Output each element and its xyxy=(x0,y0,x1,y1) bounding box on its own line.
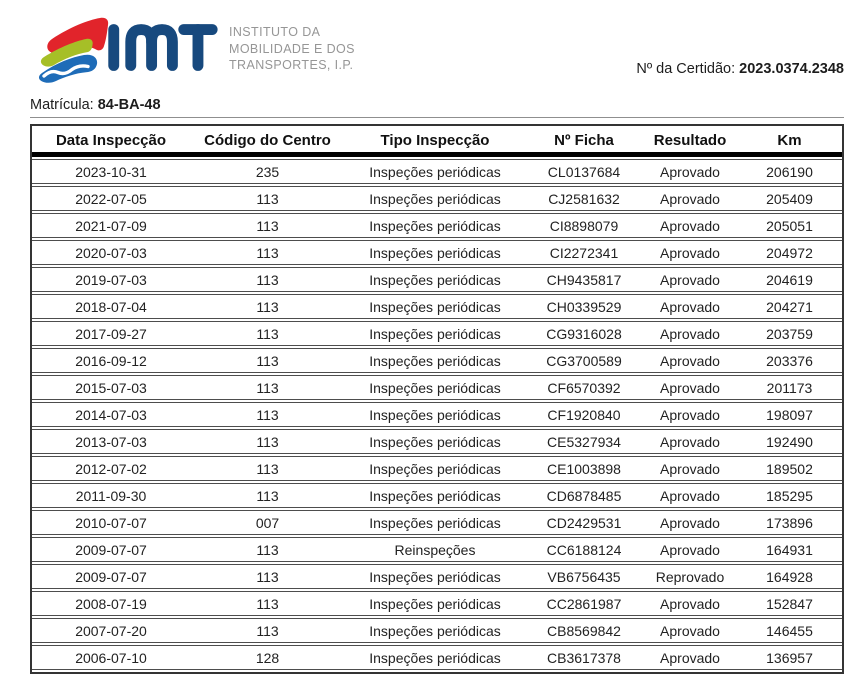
cell-ficha: CE1003898 xyxy=(525,456,643,481)
cell-ficha: CI8898079 xyxy=(525,213,643,238)
cell-codigo-centro: 113 xyxy=(190,213,345,238)
cell-ficha: CC2861987 xyxy=(525,591,643,616)
column-header-data: Data Inspecção xyxy=(32,128,190,157)
org-name-line: MOBILIDADE E DOS xyxy=(229,41,355,56)
cell-resultado: Aprovado xyxy=(643,537,737,562)
cell-codigo-centro: 128 xyxy=(190,645,345,670)
table-row xyxy=(32,483,842,508)
cell-resultado: Aprovado xyxy=(643,429,737,454)
cell-tipo: Reinspeções xyxy=(345,537,525,562)
cell-km: 204619 xyxy=(737,267,842,292)
cell-ficha: CB3617378 xyxy=(525,645,643,670)
cell-data: 2022-07-05 xyxy=(32,186,190,211)
cell-codigo-centro: 113 xyxy=(190,618,345,643)
cell-km: 203759 xyxy=(737,321,842,346)
table-row xyxy=(32,213,842,238)
org-name xyxy=(229,24,355,74)
cell-data: 2006-07-10 xyxy=(32,645,190,670)
cell-tipo: Inspeções periódicas xyxy=(345,321,525,346)
certificate-number xyxy=(636,61,844,77)
cell-codigo-centro: 113 xyxy=(190,429,345,454)
table-row xyxy=(32,429,842,454)
cell-resultado: Aprovado xyxy=(643,240,737,265)
table-row xyxy=(32,240,842,265)
cell-data: 2021-07-09 xyxy=(32,213,190,238)
table-row xyxy=(32,402,842,427)
cell-resultado: Aprovado xyxy=(643,159,737,184)
cell-ficha: CH0339529 xyxy=(525,294,643,319)
cell-ficha: CG3700589 xyxy=(525,348,643,373)
cell-data: 2009-07-07 xyxy=(32,564,190,589)
cell-tipo: Inspeções periódicas xyxy=(345,645,525,670)
cell-tipo: Inspeções periódicas xyxy=(345,213,525,238)
cell-km: 198097 xyxy=(737,402,842,427)
cell-codigo-centro: 113 xyxy=(190,375,345,400)
cell-ficha: CF1920840 xyxy=(525,402,643,427)
cell-data: 2012-07-02 xyxy=(32,456,190,481)
cell-km: 185295 xyxy=(737,483,842,508)
column-header-km: Km xyxy=(737,128,842,157)
cell-km: 164931 xyxy=(737,537,842,562)
cell-codigo-centro: 113 xyxy=(190,537,345,562)
table-row xyxy=(32,267,842,292)
column-header-resultado: Resultado xyxy=(643,128,737,157)
cell-resultado: Aprovado xyxy=(643,213,737,238)
cell-resultado: Aprovado xyxy=(643,186,737,211)
cell-tipo: Inspeções periódicas xyxy=(345,483,525,508)
org-name-line: TRANSPORTES, I.P. xyxy=(229,58,354,72)
cell-data: 2007-07-20 xyxy=(32,618,190,643)
cell-ficha: CJ2581632 xyxy=(525,186,643,211)
table-row xyxy=(32,510,842,535)
cell-resultado: Aprovado xyxy=(643,348,737,373)
plate-label: Matrícula: xyxy=(30,97,94,113)
cell-data: 2010-07-07 xyxy=(32,510,190,535)
cell-resultado: Aprovado xyxy=(643,618,737,643)
cell-tipo: Inspeções periódicas xyxy=(345,402,525,427)
table-row xyxy=(32,645,842,670)
cell-tipo: Inspeções periódicas xyxy=(345,186,525,211)
cell-tipo: Inspeções periódicas xyxy=(345,267,525,292)
table-row xyxy=(32,618,842,643)
cell-ficha: CC6188124 xyxy=(525,537,643,562)
cell-ficha: CL0137684 xyxy=(525,159,643,184)
cell-tipo: Inspeções periódicas xyxy=(345,564,525,589)
cell-ficha: CD6878485 xyxy=(525,483,643,508)
cell-resultado: Aprovado xyxy=(643,321,737,346)
cell-ficha: CB8569842 xyxy=(525,618,643,643)
cell-resultado: Aprovado xyxy=(643,483,737,508)
column-header-ficha: Nº Ficha xyxy=(525,128,643,157)
cell-data: 2019-07-03 xyxy=(32,267,190,292)
cell-codigo-centro: 113 xyxy=(190,186,345,211)
certificate-number-label: Nº da Certidão: xyxy=(636,61,736,77)
cell-resultado: Aprovado xyxy=(643,645,737,670)
cell-codigo-centro: 113 xyxy=(190,267,345,292)
cell-ficha: CH9435817 xyxy=(525,267,643,292)
cell-km: 146455 xyxy=(737,618,842,643)
cell-tipo: Inspeções periódicas xyxy=(345,348,525,373)
cell-ficha: CD2429531 xyxy=(525,510,643,535)
table-row xyxy=(32,537,842,562)
inspections-table xyxy=(30,124,844,674)
table-row xyxy=(32,456,842,481)
cell-tipo: Inspeções periódicas xyxy=(345,510,525,535)
cell-resultado: Aprovado xyxy=(643,456,737,481)
cell-data: 2009-07-07 xyxy=(32,537,190,562)
cell-tipo: Inspeções periódicas xyxy=(345,456,525,481)
table-row xyxy=(32,186,842,211)
cell-resultado: Aprovado xyxy=(643,294,737,319)
cell-ficha: CI2272341 xyxy=(525,240,643,265)
cell-codigo-centro: 235 xyxy=(190,159,345,184)
cell-km: 204972 xyxy=(737,240,842,265)
table-row xyxy=(32,591,842,616)
table-row xyxy=(32,294,842,319)
table-row xyxy=(32,321,842,346)
cell-km: 152847 xyxy=(737,591,842,616)
table-row xyxy=(32,564,842,589)
cell-data: 2023-10-31 xyxy=(32,159,190,184)
cell-resultado: Aprovado xyxy=(643,267,737,292)
header-divider xyxy=(30,117,844,118)
cell-resultado: Aprovado xyxy=(643,402,737,427)
cell-tipo: Inspeções periódicas xyxy=(345,294,525,319)
cell-ficha: CF6570392 xyxy=(525,375,643,400)
cell-km: 204271 xyxy=(737,294,842,319)
certificate-number-value: 2023.0374.2348 xyxy=(739,61,844,77)
cell-tipo: Inspeções periódicas xyxy=(345,618,525,643)
cell-tipo: Inspeções periódicas xyxy=(345,429,525,454)
cell-resultado: Aprovado xyxy=(643,510,737,535)
cell-tipo: Inspeções periódicas xyxy=(345,375,525,400)
column-header-codigo-centro: Código do Centro xyxy=(190,128,345,157)
cell-km: 205409 xyxy=(737,186,842,211)
cell-codigo-centro: 113 xyxy=(190,456,345,481)
cell-codigo-centro: 113 xyxy=(190,483,345,508)
cell-resultado: Aprovado xyxy=(643,375,737,400)
cell-km: 201173 xyxy=(737,375,842,400)
cell-resultado: Aprovado xyxy=(643,591,737,616)
cell-codigo-centro: 113 xyxy=(190,294,345,319)
cell-km: 203376 xyxy=(737,348,842,373)
cell-codigo-centro: 113 xyxy=(190,402,345,427)
cell-ficha: VB6756435 xyxy=(525,564,643,589)
cell-km: 173896 xyxy=(737,510,842,535)
imt-wordmark xyxy=(106,21,218,74)
cell-codigo-centro: 007 xyxy=(190,510,345,535)
cell-data: 2008-07-19 xyxy=(32,591,190,616)
plate-value: 84-BA-48 xyxy=(97,97,161,113)
cell-data: 2011-09-30 xyxy=(32,483,190,508)
cell-codigo-centro: 113 xyxy=(190,591,345,616)
cell-km: 192490 xyxy=(737,429,842,454)
cell-codigo-centro: 113 xyxy=(190,240,345,265)
cell-resultado: Reprovado xyxy=(643,564,737,589)
cell-data: 2015-07-03 xyxy=(32,375,190,400)
cell-data: 2013-07-03 xyxy=(32,429,190,454)
table-header-row xyxy=(32,128,842,157)
cell-km: 189502 xyxy=(737,456,842,481)
cell-ficha: CE5327934 xyxy=(525,429,643,454)
cell-data: 2018-07-04 xyxy=(32,294,190,319)
org-name-line: INSTITUTO DA xyxy=(229,25,321,39)
table-row xyxy=(32,348,842,373)
cell-km: 136957 xyxy=(737,645,842,670)
table-row xyxy=(32,159,842,184)
table-row xyxy=(32,375,842,400)
plate-number xyxy=(30,97,161,113)
cell-ficha: CG9316028 xyxy=(525,321,643,346)
cell-codigo-centro: 113 xyxy=(190,321,345,346)
column-header-tipo: Tipo Inspecção xyxy=(345,128,525,157)
cell-data: 2020-07-03 xyxy=(32,240,190,265)
cell-tipo: Inspeções periódicas xyxy=(345,240,525,265)
cell-km: 164928 xyxy=(737,564,842,589)
cell-data: 2017-09-27 xyxy=(32,321,190,346)
cell-data: 2016-09-12 xyxy=(32,348,190,373)
cell-codigo-centro: 113 xyxy=(190,564,345,589)
cell-km: 205051 xyxy=(737,213,842,238)
cell-km: 206190 xyxy=(737,159,842,184)
cell-data: 2014-07-03 xyxy=(32,402,190,427)
cell-codigo-centro: 113 xyxy=(190,348,345,373)
cell-tipo: Inspeções periódicas xyxy=(345,159,525,184)
cell-tipo: Inspeções periódicas xyxy=(345,591,525,616)
